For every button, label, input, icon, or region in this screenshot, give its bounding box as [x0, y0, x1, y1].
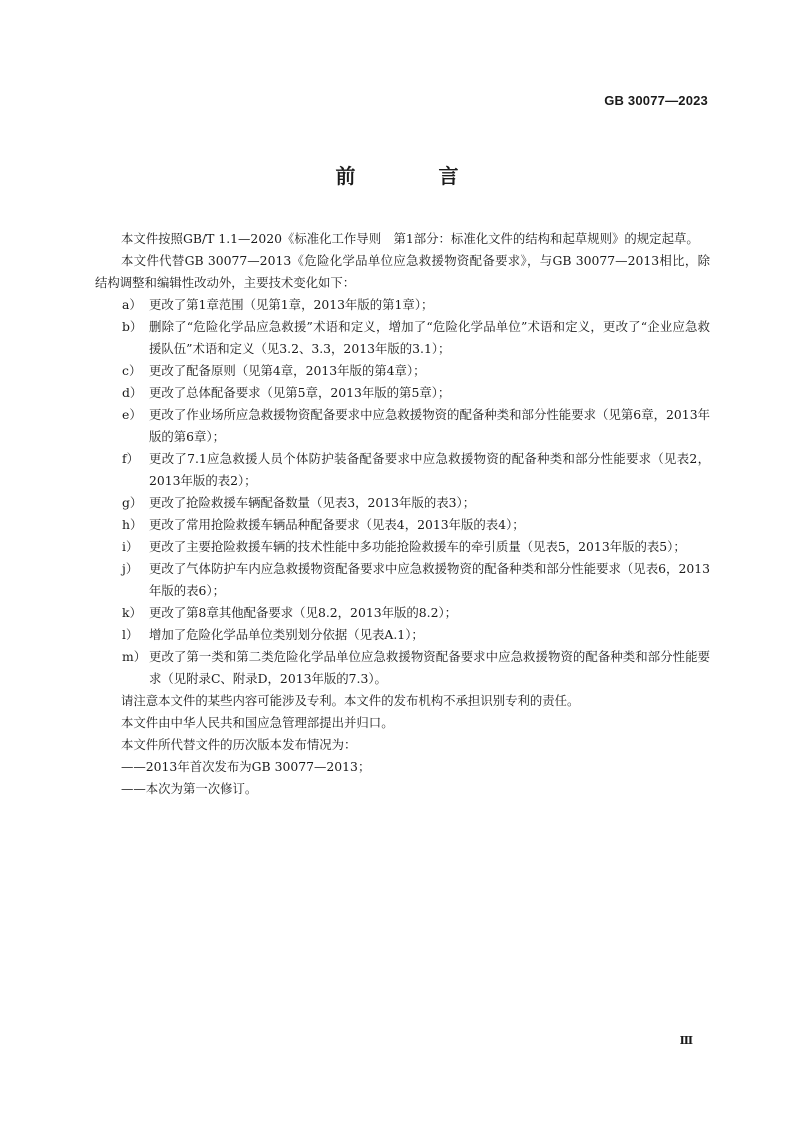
list-item: [95, 514, 710, 536]
replacement-paragraph: 本文件代替GB 30077—2013《危险化学品单位应急救援物资配备要求》，与GB 30077—2013相比，除结构调整和编辑性改动外，主要技术变化如下：: [95, 253, 710, 290]
list-item: [95, 602, 710, 624]
list-item-label: k）: [122, 605, 142, 620]
list-item-text: 更改了第一类和第二类危险化学品单位应急救援物资配备要求中应急救援物资的配备种类和部分性能要求（见附录C、附录D，2013年版的7.3）。: [149, 649, 710, 686]
list-item: [95, 448, 710, 492]
list-item-text: 更改了常用抢险救援车辆品种配备要求（见表4，2013年版的表4）；: [149, 517, 525, 532]
list-item: [95, 294, 710, 316]
list-item-label: c）: [122, 363, 142, 378]
foreword-body: [95, 228, 710, 800]
list-item-label: f）: [122, 451, 139, 466]
standard-number: GB 30077—2023: [604, 93, 708, 108]
list-item-label: b）: [122, 319, 143, 334]
list-item-label: g）: [122, 495, 143, 510]
history-intro: 本文件所代替文件的历次版本发布情况为：: [121, 737, 357, 752]
changes-list: [95, 294, 710, 690]
list-item: [95, 316, 710, 360]
list-item-label: j）: [122, 561, 139, 576]
history-item: ——2013年首次发布为GB 30077—2013；: [121, 759, 371, 774]
patent-notice: 请注意本文件的某些内容可能涉及专利。本文件的发布机构不承担识别专利的责任。: [121, 693, 580, 708]
list-item-text: 更改了总体配备要求（见第5章，2013年版的第5章）；: [149, 385, 451, 400]
list-item-text: 删除了“危险化学品应急救援”术语和定义，增加了“危险化学品单位”术语和定义，更改了“企业应急救援队伍”术语和定义（见3.2、3.3，2013年版的3.1）；: [149, 319, 710, 356]
list-item-label: a）: [122, 297, 142, 312]
list-item-text: 更改了主要抢险救援车辆的技术性能中多功能抢险救援车的牵引质量（见表5，2013年版的表5）；: [149, 539, 686, 554]
list-item-label: l）: [122, 627, 139, 642]
list-item: [95, 360, 710, 382]
list-item-label: d）: [122, 385, 143, 400]
list-item-text: 更改了7.1应急救援人员个体防护装备配备要求中应急救援物资的配备种类和部分性能要求（见表2，2013年版的表2）；: [149, 451, 710, 488]
history-item: ——本次为第一次修订。: [121, 781, 258, 796]
page-number: Ⅲ: [679, 1034, 693, 1047]
list-item-label: e）: [122, 407, 142, 422]
list-item: [95, 536, 710, 558]
list-item-text: 增加了危险化学品单位类别划分依据（见表A.1）；: [149, 627, 424, 642]
list-item-text: 更改了第8章其他配备要求（见8.2，2013年版的8.2）；: [149, 605, 458, 620]
list-item: [95, 382, 710, 404]
list-item: [95, 404, 710, 448]
list-item-label: m）: [122, 649, 147, 664]
list-item: [95, 624, 710, 646]
list-item-text: 更改了抢险救援车辆配备数量（见表3，2013年版的表3）；: [149, 495, 476, 510]
list-item-text: 更改了气体防护车内应急救援物资配备要求中应急救援物资的配备种类和部分性能要求（见表6，2013年版的表6）；: [149, 561, 710, 598]
list-item-text: 更改了第1章范围（见第1章，2013年版的第1章）；: [149, 297, 434, 312]
list-item: [95, 558, 710, 602]
proposer-notice: 本文件由中华人民共和国应急管理部提出并归口。: [121, 715, 394, 730]
list-item: [95, 492, 710, 514]
list-item-label: h）: [122, 517, 143, 532]
drafting-paragraph: 本文件按照GB/T 1.1—2020《标准化工作导则 第1部分：标准化文件的结构和起草规则》的规定起草。: [121, 231, 699, 246]
list-item: [95, 646, 710, 690]
list-item-text: 更改了配备原则（见第4章，2013年版的第4章）；: [149, 363, 426, 378]
list-item-text: 更改了作业场所应急救援物资配备要求中应急救援物资的配备种类和部分性能要求（见第6章，2013年版的第6章）；: [149, 407, 710, 444]
list-item-label: i）: [122, 539, 139, 554]
page-title: 前 言: [335, 164, 497, 188]
